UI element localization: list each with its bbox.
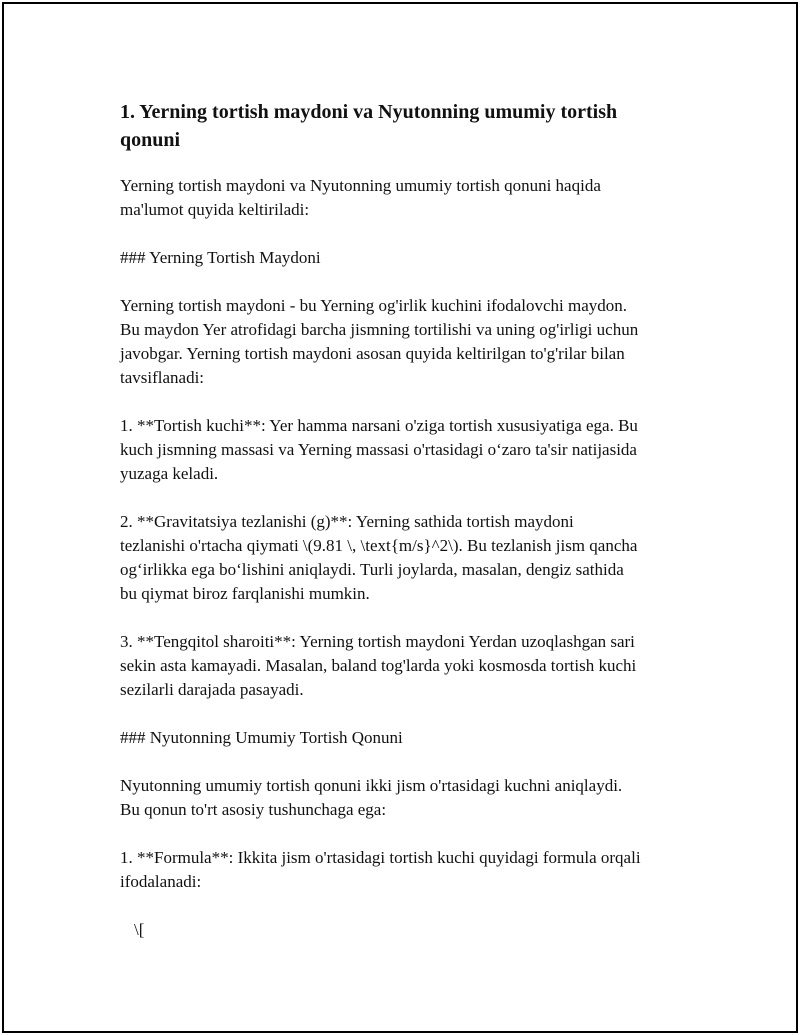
text-line: ma'lumot quyida keltiriladi: [120,200,310,219]
text-line: yuzaga keladi. [120,464,219,483]
qonun-intro-paragraph [120,774,700,822]
text-line: Yerning tortish maydoni - bu Yerning og'irlik kuchini ifodalovchi maydon. [120,296,628,315]
text-line: 2. **Gravitatsiya tezlanishi (g)**: Yerning sathida tortish maydoni [120,512,574,531]
document-content [120,98,700,942]
text-line: Yerning tortish maydoni va Nyutonning umumiy tortish qonuni haqida [120,176,601,195]
list-item-tengqitol [120,630,700,702]
text-line: ### Yerning Tortish Maydoni [120,248,321,267]
document-title [120,98,700,154]
text-line: javobgar. Yerning tortish maydoni asosan quyida keltirilgan to'g'rilar bilan [120,344,625,363]
text-line: 1. **Formula**: Ikkita jism o'rtasidagi tortish kuchi quyidagi formula orqali [120,848,641,867]
maydon-description-paragraph [120,294,700,390]
text-line: 3. **Tengqitol sharoiti**: Yerning tortish maydoni Yerdan uzoqlashgan sari [120,632,635,651]
text-line: tavsiflanadi: [120,368,205,387]
text-line: Bu qonun to'rt asosiy tushunchaga ega: [120,800,387,819]
section-heading-umumiy-tortish [120,726,700,750]
text-line: Bu maydon Yer atrofidagi barcha jismning tortilishi va uning og'irligi uchun [120,320,639,339]
list-item-gravitatsiya [120,510,700,606]
text-line: og‘irlikka ega bo‘lishini aniqlaydi. Turli joylarda, masalan, dengiz sathida [120,560,624,579]
document-page [2,2,798,1033]
text-line: kuch jismning massasi va Yerning massasi o'rtasidagi o‘zaro ta'sir natijasida [120,440,637,459]
text-line: 1. **Tortish kuchi**: Yer hamma narsani o'ziga tortish xususiyatiga ega. Bu [120,416,638,435]
text-line: bu qiymat biroz farqlanishi mumkin. [120,584,370,603]
text-line: ifodalanadi: [120,872,202,891]
title-line: 1. Yerning tortish maydoni va Nyutonning umumiy tortish [120,101,618,123]
section-heading-tortish-maydoni [120,246,700,270]
list-item-formula [120,846,700,894]
text-line: Nyutonning umumiy tortish qonuni ikki jism o'rtasidagi kuchni aniqlaydi. [120,776,623,795]
text-line: sekin asta kamayadi. Masalan, baland tog'larda yoki kosmosda tortish kuchi [120,656,637,675]
text-line: tezlanishi o'rtacha qiymati \(9.81 \, \text{m/s}^2\). Bu tezlanish jism qancha [120,536,638,555]
list-item-tortish-kuchi [120,414,700,486]
title-line: qonuni [120,129,181,151]
intro-paragraph [120,174,700,222]
text-line: sezilarli darajada pasayadi. [120,680,304,699]
formula-opening: \[ [134,920,145,939]
text-line: ### Nyutonning Umumiy Tortish Qonuni [120,728,403,747]
